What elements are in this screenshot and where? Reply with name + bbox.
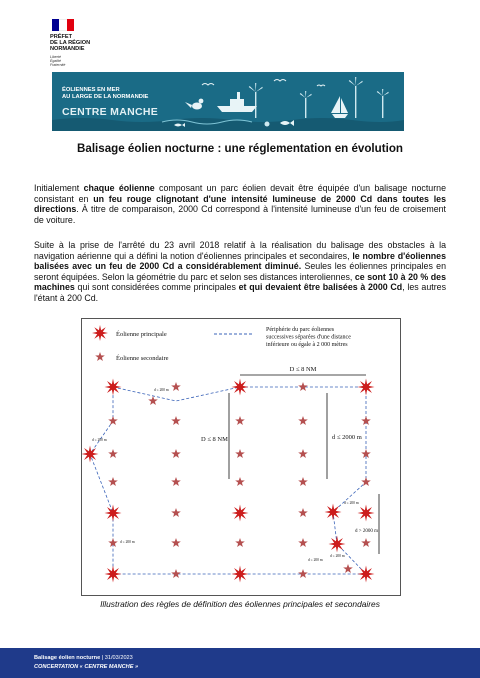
seabird-icon [185,99,203,110]
turbine-secondary-icon [298,538,308,547]
footer-concertation: CONCERTATION « CENTRE MANCHE » [34,664,139,670]
legend-secondary-label: Éolienne secondaire [116,355,169,362]
turbine-secondary-icon [298,508,308,517]
turbine-principal-icon [105,566,122,583]
banner-subtitle-line: AU LARGE DE LA NORMANDIE [62,94,149,100]
prefet-logo [50,19,130,68]
text-run: chaque éolienne [83,183,155,193]
flying-birds-icon [202,80,325,87]
footer-doc-name: Balisage éolien nocturne [34,655,101,661]
distance-label: D ≤ 8 NM [289,366,317,373]
flag-white [59,19,66,31]
turbine-principal-icon [358,505,375,522]
small-distance-label: d ≤ 200 m [330,554,345,558]
turbines-icon [249,77,389,118]
legend-periphery-label: Périphérie du parc éoliennes [266,327,335,333]
legend-principal-icon [92,325,108,341]
text-run: Initialement [34,183,84,193]
flag-icon [52,19,74,31]
document-title: Balisage éolien nocturne : une réglementation en évolution [77,142,403,155]
turbine-principal-icon [232,566,249,583]
footer-date: | 31/03/2023 [100,655,133,661]
turbine-principal-icon [358,566,375,583]
text-run: un feu rouge clignotant d'une intensité lumineuse de 2000 Cd dans toutes les directions [34,193,447,214]
text-run: ce sont 10 à 20 % des machines [34,271,446,292]
turbine-secondary-icon [298,449,308,458]
turbine-secondary-icon [343,564,353,573]
turbine-secondary-icon [298,569,308,578]
turbine-principal-icon [232,379,249,396]
text-run: Suite à la prise de l'arrêté du 23 avril 2018 relatif à la réalisation du balisage des obstacles à la navigation aérienne qui a défini la notion d'éoliennes principales et secondaires, [34,240,446,261]
motto-line: Liberté [50,55,61,59]
org-line: NORMANDIE [50,46,85,52]
turbine-secondary-icon [171,569,181,578]
motto-line: Égalité [50,59,61,64]
legend-periphery-label: inférieure ou égale à 2 000 mètres [266,342,348,348]
prefet-name [50,34,130,52]
paragraph-2 [34,240,446,303]
turbine-principal-icon [325,504,342,521]
small-distance-label: d ≤ 200 m [308,558,323,562]
ship-icon [217,92,257,112]
turbine-secondary-icon [108,416,118,425]
turbine-secondary-icon [171,416,181,425]
org-line: DE LA RÉGION [50,40,91,46]
turbine-secondary-icon [361,538,371,547]
legend-principal-label: Éolienne principale [116,331,167,338]
turbine-principal-icon [82,446,99,463]
text-run: , les autres l'étant à 200 Cd. [34,282,446,303]
motto-line: Fraternité [50,63,66,68]
small-distance-label: d ≤ 200 m [344,501,359,505]
turbine-secondary-icon [298,416,308,425]
banner-subtitle-line: ÉOLIENNES EN MER [62,87,120,93]
distance-label: d > 2000 m [355,529,378,534]
turbine-secondary-icon [171,538,181,547]
paragraph-1 [34,183,446,225]
text-run: et qui devaient être balisées à 2000 Cd [238,282,403,292]
turbine-secondary-icon [235,538,245,547]
turbine-secondary-icon [171,449,181,458]
flag-red [67,19,74,31]
org-line: PRÉFET [50,34,73,40]
turbine-principal-icon [232,505,249,522]
small-distance-label: d ≤ 200 m [92,438,107,442]
banner-title: CENTRE MANCHE [62,106,159,118]
text-run: composant un parc éolien devait être équipée d'un balisage nocturne consistant en [34,183,447,204]
text-run: Seules les éoliennes principales en seront équipées. Selon la géométrie du parc et selon ses distances interoliennes, [34,261,447,282]
distance-label: D ≤ 8 NM [201,436,228,443]
wave-shape [52,118,404,131]
legend-secondary-icon [95,352,105,361]
diagram-figure [81,318,401,596]
footer-line-1 [34,655,133,661]
turbine-principal-icon [329,536,346,553]
turbine-principal-icon [105,505,122,522]
turbine-secondary-icon [298,382,308,391]
sailboat-icon [331,96,348,118]
figure-caption: Illustration des règles de définition des éoliennes principales et secondaires [100,599,380,609]
turbine-principal-icon [358,379,375,396]
small-distance-label: d ≤ 200 m [154,388,169,392]
turbine-secondary-icon [108,449,118,458]
turbine-layout-diagram [82,319,400,595]
turbine-secondary-icon [171,382,181,391]
turbine-principal-icon [105,379,122,396]
park-periphery-line [90,387,366,574]
turbine-secondary-icon [171,508,181,517]
turbine-secondary-icon [171,477,181,486]
text-run: le nombre d'éoliennes balisées avec un feu de 2000 Cd a considérablement diminué. [34,250,446,271]
banner-illustration [52,72,404,131]
page-footer [0,648,480,678]
text-run: qui sont considérées comme principales [74,282,239,292]
turbine-secondary-icon [235,477,245,486]
turbine-secondary-icon [108,477,118,486]
banner-subtitle [62,87,148,101]
flag-blue [52,19,59,31]
turbine-secondary-icon [148,396,158,405]
small-distance-label: d ≤ 200 m [120,540,135,544]
distance-label: d ≤ 2000 m [332,434,362,441]
turbine-secondary-icon [235,416,245,425]
turbine-secondary-icon [235,449,245,458]
motto [50,55,130,68]
legend-periphery-label: successives séparées d'une distance [266,334,351,341]
project-banner [52,72,404,131]
text-run: . À titre de comparaison, 2000 Cd correspond à l'intensité lumineuse d'un feu de croisement de voiture. [34,204,446,225]
crab-icon [265,122,270,127]
turbine-secondary-icon [298,477,308,486]
